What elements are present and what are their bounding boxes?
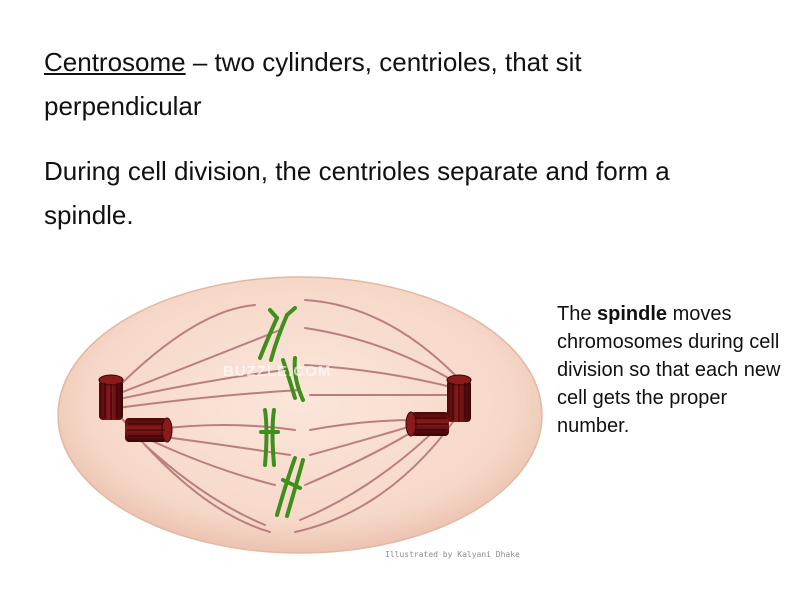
cell-division-illustration [55, 270, 545, 560]
spindle-term: spindle [597, 303, 668, 325]
watermark: BUZZLE.COM [223, 363, 332, 380]
centriole-left-vertical [99, 375, 123, 420]
centriole-right-horizontal [406, 412, 449, 436]
spindle-note-prefix: The [557, 303, 598, 325]
illustrator-credit: Illustrated by Kalyani Dhake [385, 550, 520, 559]
spindle-note-text: moves chromosomes during cell division so that each new cell gets the proper number. [557, 303, 781, 437]
spindle-note [557, 300, 782, 440]
centriole-left-horizontal [125, 418, 172, 442]
centrosome-definition [44, 40, 744, 128]
centriole-right-vertical [447, 375, 471, 422]
cell-division-statement: During cell division, the centrioles separate and form a spindle. [44, 156, 670, 230]
centrosome-description: – two cylinders, centrioles, that sit perpendicular [44, 47, 582, 121]
centrosome-term: Centrosome [44, 47, 186, 77]
